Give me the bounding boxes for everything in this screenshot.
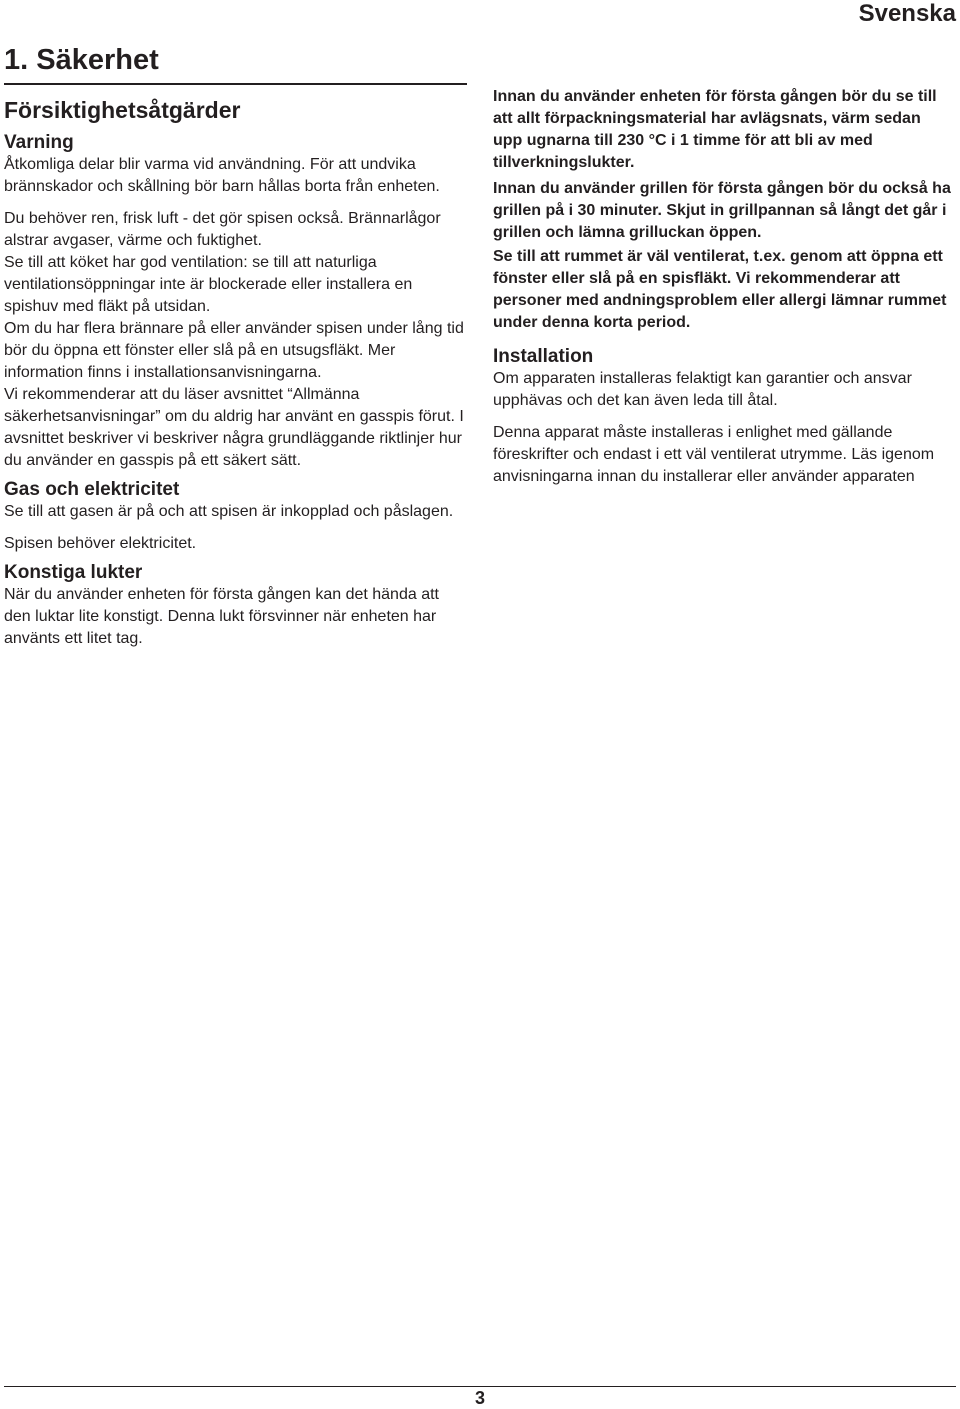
- first-use-grill-paragraph: Innan du använder grillen för första gången bör du också ha grillen på i 30 minuter. Skjut in grillpannan så långt det går i grillen och lämna grilluckan öppen.: [493, 180, 951, 241]
- title-divider: [4, 83, 467, 85]
- odors-paragraph: När du använder enheten för första gången kan det hända att den luktar lite konstigt. Denna lukt försvinner när enheten har använts ett litet tag.: [4, 586, 439, 647]
- gas-electricity-heading: Gas och elektricitet: [4, 479, 180, 500]
- warning-heading: Varning: [4, 132, 74, 153]
- language-label: Svenska: [858, 0, 956, 27]
- recommendation-paragraph: Vi rekommenderar att du läser avsnittet “Allmänna säkerhetsanvisningar” om du aldrig har använt en gasspis förut. I avsnittet beskriver vi beskriver några grundläggande riktlinjer hur du använder en gasspis på ett säkert sätt.: [4, 386, 464, 469]
- installation-paragraph: Om apparaten installeras felaktigt kan garantier och ansvar upphävas och det kan även leda till åtal.: [493, 370, 912, 409]
- precautions-heading: Försiktighetsåtgärder: [4, 97, 241, 123]
- ventilation-paragraph: Se till att köket har god ventilation: se till att naturliga ventilationsöppningar inte är blockerade eller installera en spishuv med fläkt på utsidan.: [4, 254, 413, 315]
- odors-heading: Konstiga lukter: [4, 562, 143, 583]
- ventilate-room-paragraph: Se till att rummet är väl ventilerat, t.ex. genom att öppna ett fönster eller slå på en spisfläkt. Vi rekommenderar att personer med andningsproblem eller allergi lämnar rummet under denna korta period.: [493, 248, 947, 331]
- right-column: [493, 86, 953, 488]
- installation-regulations-paragraph: Denna apparat måste installeras i enlighet med gällande föreskrifter och endast i ett väl ventilerat utrymme. Läs igenom anvisningarna innan du installerar eller använder apparaten: [493, 424, 935, 485]
- gas-paragraph: Se till att gasen är på och att spisen är inkopplad och påslagen.: [4, 503, 454, 520]
- left-column: [4, 96, 469, 650]
- page-title: 1. Säkerhet: [4, 44, 159, 76]
- electricity-paragraph: Spisen behöver elektricitet.: [4, 535, 197, 552]
- page-number: 3: [474, 1388, 485, 1408]
- warning-text: Åtkomliga delar blir varma vid användning. För att undvika brännskador och skållning bör barn hållas borta från enheten.: [4, 156, 440, 195]
- burners-paragraph: Om du har flera brännare på eller använder spisen under lång tid bör du öppna ett fönster eller slå på en utsugsfläkt. Mer information finns i installationsanvisningarna.: [4, 320, 464, 381]
- first-use-oven-paragraph: Innan du använder enheten för första gången bör du se till att allt förpackningsmaterial har avlägsnats, värm sedan upp ugnarna till 230 °C i 1 timme för att bli av med tillverkningslukter.: [493, 88, 937, 171]
- air-paragraph: Du behöver ren, frisk luft - det gör spisen också. Brännarlågor alstrar avgaser, värme och fuktighet.: [4, 210, 441, 249]
- installation-heading: Installation: [493, 346, 594, 367]
